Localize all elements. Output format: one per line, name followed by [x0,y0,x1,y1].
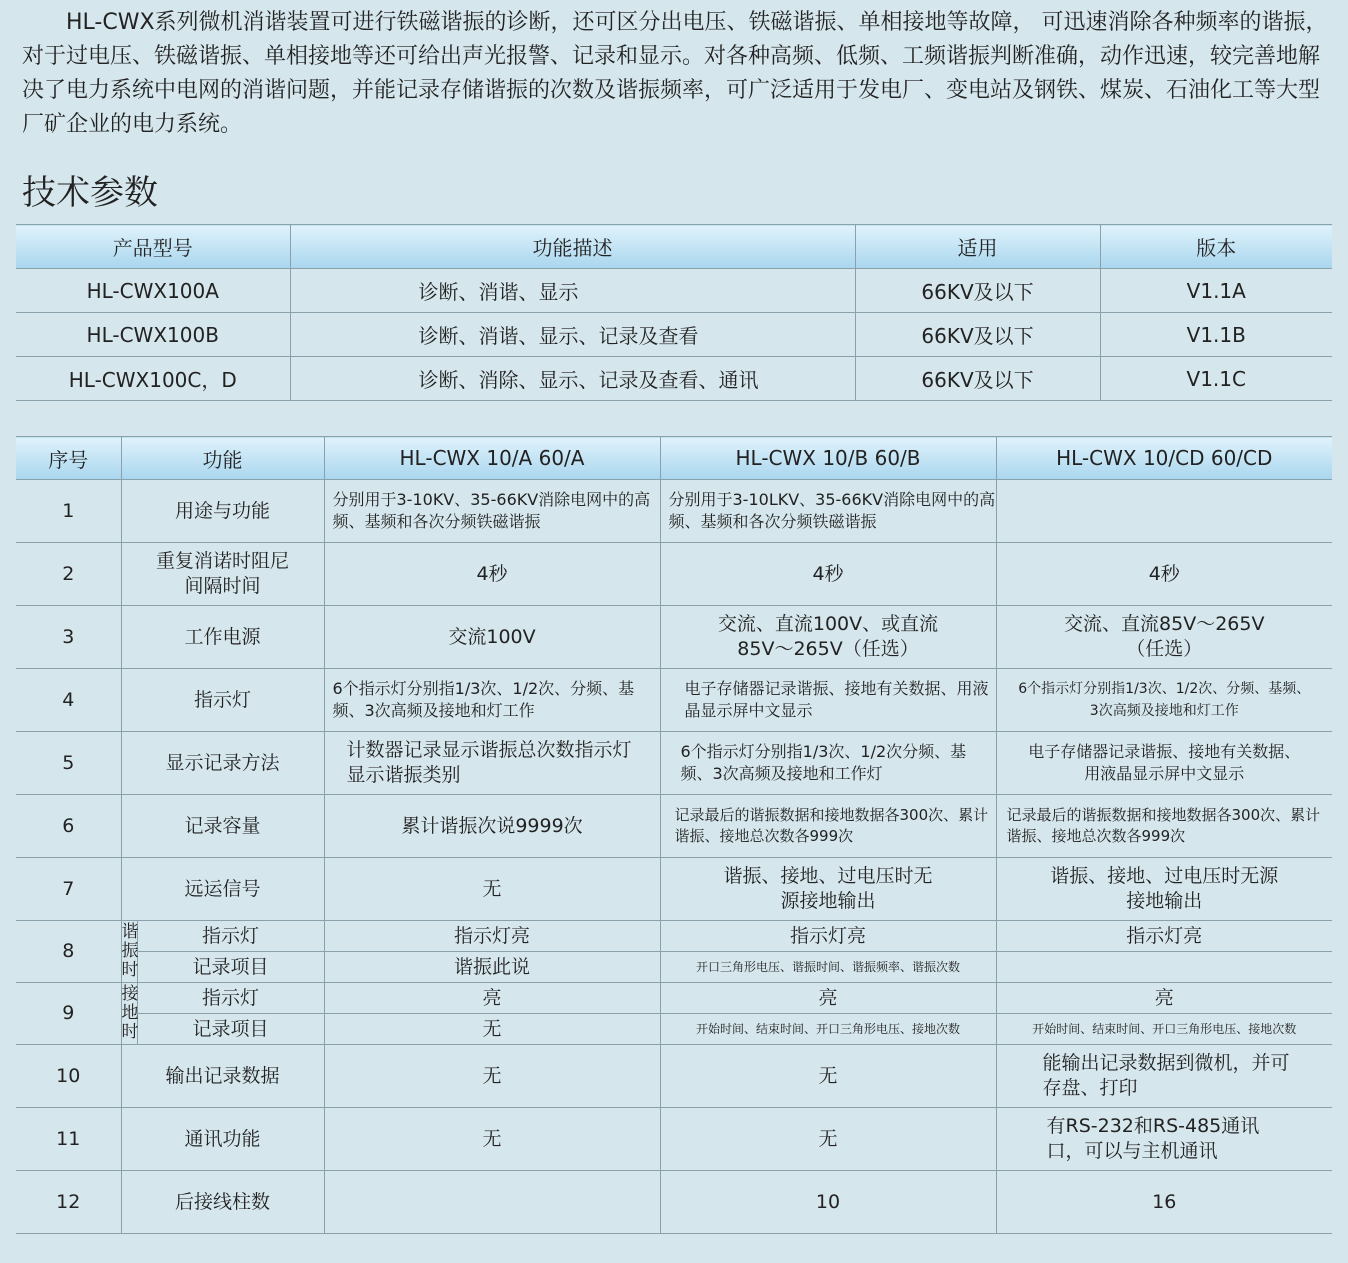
row-number: 10 [16,1045,121,1108]
cell: 指示灯亮 [996,921,1332,952]
row-number: 7 [16,858,121,921]
cell: 指示灯 [137,921,324,952]
cell: 工作电源 [121,606,324,669]
cell: 显示记录方法 [121,732,324,795]
cell: 交流100V [324,606,660,669]
table-row [16,357,1332,401]
cell: 谐振、接地、过电压时无源接地输出 [660,858,996,921]
cell: 指示灯 [121,669,324,732]
table-row [16,921,1332,952]
cell: 开始时间、结束时间、开口三角形电压、接地次数 [996,1014,1332,1045]
cell: 4秒 [996,543,1332,606]
cell: 通讯功能 [121,1108,324,1171]
cell: 开始时间、结束时间、开口三角形电压、接地次数 [660,1014,996,1045]
cell: 累计谐振次说9999次 [324,795,660,858]
col-header: 功能 [121,437,324,480]
cell: 记录最后的谐振数据和接地数据各300次、累计谐振、接地总次数各999次 [660,795,996,858]
cell: 指示灯 [137,983,324,1014]
row-number: 9 [16,983,121,1045]
cell: 亮 [324,983,660,1014]
intro-paragraph: HL-CWX系列微机消谐装置可进行铁磁谐振的诊断，还可区分出电压、铁磁谐振、单相接地等故障， 可迅速消除各种频率的谐振，对于过电压、铁磁谐振、单相接地等还可给出声光报警、记录和显示。对各种高频、低频、工频谐振判断准确，动作迅速，较完善地解决了电力系统中电网的消谐问题，并能记录存储谐振的次数及谐振频率，可广泛适用于发电厂、变电站及钢铁、煤炭、石油化工等大型厂矿企业的电力系统。 [22,10,1328,137]
cell: 重复消诺时阻尼间隔时间 [121,543,324,606]
cell: 66KV及以下 [855,357,1100,401]
table-row [16,732,1332,795]
cell: 能输出记录数据到微机，并可存盘、打印 [996,1045,1332,1108]
cell: 用途与功能 [121,480,324,543]
cell: 10 [660,1171,996,1234]
cell: 交流、直流100V、或直流85V～265V（任选） [660,606,996,669]
cell [996,952,1332,983]
cell: 分别用于3-10KV、35-66KV消除电网中的高频、基频和各次分频铁磁谐振 [324,480,660,543]
cell: 输出记录数据 [121,1045,324,1108]
cell: V1.1B [1100,313,1332,357]
cell [324,1171,660,1234]
cell: HL-CWX100A [16,269,290,313]
row-number: 2 [16,543,121,606]
table-row [16,1171,1332,1234]
product-table [16,224,1332,401]
col-header: 版本 [1100,225,1332,269]
table-row [16,669,1332,732]
cell: 谐振、接地、过电压时无源接地输出 [996,858,1332,921]
row-number: 11 [16,1108,121,1171]
cell: 亮 [996,983,1332,1014]
table-header [16,437,1332,480]
cell: 无 [660,1045,996,1108]
row-number: 4 [16,669,121,732]
cell: 计数器记录显示谐振总次数指示灯显示谐振类别 [324,732,660,795]
cell: HL-CWX100B [16,313,290,357]
cell [996,480,1332,543]
table-row [16,795,1332,858]
cell: 电子存储器记录谐振、接地有关数据、用液晶显示屏中文显示 [660,669,996,732]
col-header: 功能描述 [290,225,855,269]
cell: 谐振此说 [324,952,660,983]
cell: 分别用于3-10LKV、35-66KV消除电网中的高频、基频和各次分频铁磁谐振 [660,480,996,543]
table-row [16,1014,1332,1045]
cell: 记录最后的谐振数据和接地数据各300次、累计谐振、接地总次数各999次 [996,795,1332,858]
spec-table [16,436,1332,1234]
row-number: 8 [16,921,121,983]
section-title: 技术参数 [22,173,158,213]
cell: 4秒 [324,543,660,606]
row-number: 5 [16,732,121,795]
table-row [16,858,1332,921]
cell: 无 [660,1108,996,1171]
cell: V1.1C [1100,357,1332,401]
cell: 6个指示灯分别指1/3次、1/2次、分频、基频、3次高频及接地和灯工作 [324,669,660,732]
cell: 开口三角形电压、谐振时间、谐振频率、谐振次数 [660,952,996,983]
cell: 诊断、消除、显示、记录及查看、通讯 [290,357,855,401]
table-row [16,952,1332,983]
table-row [16,480,1332,543]
col-header: HL-CWX 10/CD 60/CD [996,437,1332,480]
col-header: 产品型号 [16,225,290,269]
cell: 指示灯亮 [660,921,996,952]
cell: 16 [996,1171,1332,1234]
cell: 亮 [660,983,996,1014]
cell: 电子存储器记录谐振、接地有关数据、用液晶显示屏中文显示 [996,732,1332,795]
cell: 记录项目 [137,952,324,983]
table-row [16,269,1332,313]
table-row [16,313,1332,357]
cell: 诊断、消谐、显示、记录及查看 [290,313,855,357]
cell: 6个指示灯分别指1/3次、1/2次、分频、基频、3次高频及接地和灯工作 [996,669,1332,732]
table-row [16,1108,1332,1171]
col-header: 序号 [16,437,121,480]
table-header [16,225,1332,269]
cell: 诊断、消谐、显示 [290,269,855,313]
col-header: HL-CWX 10/B 60/B [660,437,996,480]
row-number: 12 [16,1171,121,1234]
group-label: 接地时 [121,983,137,1045]
row-number: 6 [16,795,121,858]
cell: 无 [324,1108,660,1171]
cell: V1.1A [1100,269,1332,313]
cell: 记录项目 [137,1014,324,1045]
cell: 后接线柱数 [121,1171,324,1234]
row-number: 1 [16,480,121,543]
table-row [16,543,1332,606]
cell: 无 [324,858,660,921]
col-header: 适用 [855,225,1100,269]
group-label: 谐振时 [121,921,137,983]
cell: 4秒 [660,543,996,606]
cell: 66KV及以下 [855,269,1100,313]
row-number: 3 [16,606,121,669]
cell: 指示灯亮 [324,921,660,952]
cell: 无 [324,1045,660,1108]
cell: 无 [324,1014,660,1045]
table-row [16,1045,1332,1108]
cell: HL-CWX100C，D [16,357,290,401]
cell: 远运信号 [121,858,324,921]
cell: 有RS-232和RS-485通讯口，可以与主机通讯 [996,1108,1332,1171]
cell: 记录容量 [121,795,324,858]
cell: 6个指示灯分别指1/3次、1/2次分频、基频、3次高频及接地和工作灯 [660,732,996,795]
cell: 交流、直流85V～265V（任选） [996,606,1332,669]
table-row [16,606,1332,669]
cell: 66KV及以下 [855,313,1100,357]
col-header: HL-CWX 10/A 60/A [324,437,660,480]
table-row [16,983,1332,1014]
